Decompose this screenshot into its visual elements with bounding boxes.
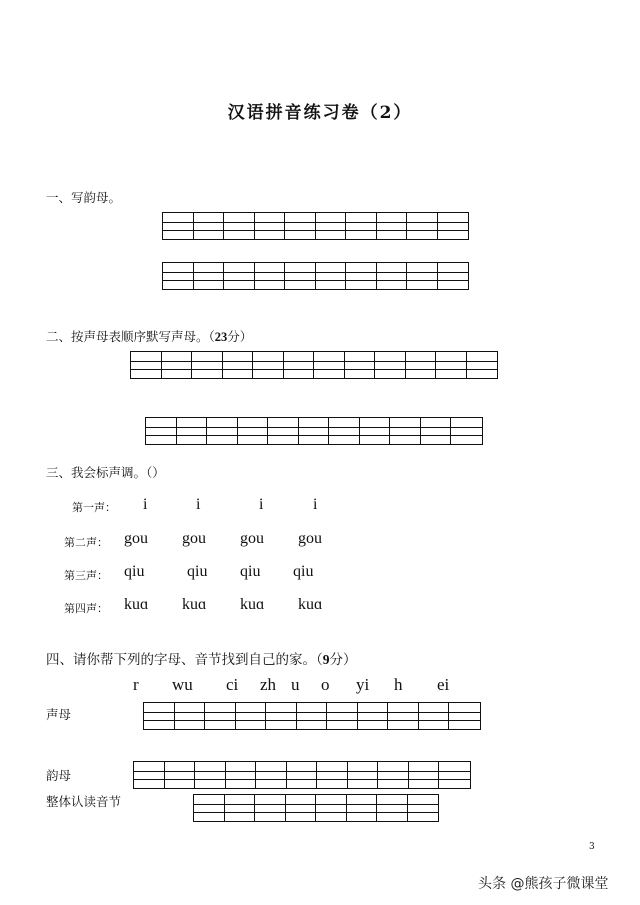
grid-cell[interactable] [407,213,438,239]
syllable: i [313,496,318,513]
grid-cell[interactable] [284,352,315,378]
section-4-points: 9 [322,652,330,667]
pinyin-item: wu [172,675,193,694]
pinyin-item: o [321,675,330,694]
grid-cell[interactable] [207,418,238,444]
grid-cell[interactable] [348,762,379,788]
grid-cell[interactable] [358,703,389,729]
grid-cell[interactable] [419,703,450,729]
syllable: gou [240,530,264,547]
grid-cell[interactable] [299,418,330,444]
pinyin-item: ei [437,675,450,694]
grid-cell[interactable] [390,418,421,444]
grid-cell[interactable] [329,418,360,444]
pinyin-item: ci [226,675,239,694]
grid-cell[interactable] [144,703,175,729]
section-1-heading: 一、写韵母。 [46,190,122,205]
tone-label: 第四声： [64,602,108,615]
grid-cell[interactable] [194,263,225,289]
grid-cell[interactable] [134,762,165,788]
grid-cell[interactable] [226,762,257,788]
grid-cell[interactable] [438,263,469,289]
grid-cell[interactable] [194,795,225,821]
section-2-label-end: 分） [227,329,253,344]
grid-cell[interactable] [255,795,286,821]
tone-label: 第二声： [64,536,108,549]
grid-cell[interactable] [163,263,194,289]
grid-cell[interactable] [236,703,267,729]
grid-cell[interactable] [286,795,317,821]
tone-label: 第三声： [64,569,108,582]
grid-cell[interactable] [360,418,391,444]
syllable: gou [182,530,206,547]
grid-cell[interactable] [146,418,177,444]
category-label-whole-syllables: 整体认读音节 [46,794,122,809]
writing-grid[interactable] [162,262,469,290]
grid-cell[interactable] [327,703,358,729]
grid-cell[interactable] [377,213,408,239]
grid-cell[interactable] [177,418,208,444]
grid-cell[interactable] [449,703,480,729]
grid-cell[interactable] [316,795,347,821]
syllable: qiu [124,563,145,580]
grid-cell[interactable] [205,703,236,729]
grid-cell[interactable] [377,263,408,289]
grid-cell[interactable] [436,352,467,378]
grid-cell[interactable] [377,795,408,821]
grid-cell[interactable] [317,762,348,788]
pinyin-item: u [291,675,300,694]
grid-cell[interactable] [194,213,225,239]
syllable: gou [124,530,148,547]
watermark: 头条 @熊孩子微课堂 [478,876,609,892]
syllable: i [259,496,264,513]
page-number: 3 [589,842,595,852]
grid-cell[interactable] [346,263,377,289]
grid-cell[interactable] [388,703,419,729]
grid-cell[interactable] [224,263,255,289]
syllable: i [196,496,201,513]
whole-syllables-grid[interactable] [193,794,439,822]
pinyin-item: yi [356,675,370,694]
category-label-finals: 韵母 [46,768,72,783]
grid-cell[interactable] [256,762,287,788]
grid-cell[interactable] [347,795,378,821]
grid-cell[interactable] [224,213,255,239]
grid-cell[interactable] [421,418,452,444]
grid-cell[interactable] [297,703,328,729]
grid-cell[interactable] [266,703,297,729]
grid-cell[interactable] [255,213,286,239]
section-3-heading: 三、我会标声调。（） [46,465,165,480]
grid-cell[interactable] [375,352,406,378]
grid-cell[interactable] [451,418,482,444]
writing-grid[interactable] [145,417,483,445]
writing-grid[interactable] [130,351,498,379]
pinyin-item: r [133,675,139,694]
grid-cell[interactable] [225,795,256,821]
page-title: 汉语拼音练习卷（2） [227,103,413,123]
syllable: gou [298,530,322,547]
syllable: qiu [187,563,208,580]
grid-cell[interactable] [406,352,437,378]
grid-cell[interactable] [408,795,439,821]
pinyin-item: h [394,675,403,694]
grid-cell[interactable] [285,263,316,289]
grid-cell[interactable] [316,213,347,239]
category-label-initials: 声母 [46,707,72,722]
pinyin-item: zh [260,675,277,694]
grid-cell[interactable] [163,213,194,239]
grid-cell[interactable] [255,263,286,289]
section-2-points: 23 [214,330,228,344]
grid-cell[interactable] [346,213,377,239]
section-2-label: 二、按声母表顺序默写声母。（ [46,329,215,344]
grid-cell[interactable] [192,352,223,378]
grid-cell[interactable] [409,762,440,788]
syllable: qiu [240,563,261,580]
tone-label: 第一声： [72,501,116,514]
syllable: kuɑ [124,596,149,613]
grid-cell[interactable] [175,703,206,729]
section-4-label: 四、请你帮下列的字母、音节找到自己的家。（ [46,652,323,668]
syllable: kuɑ [182,596,207,613]
grid-cell[interactable] [162,352,193,378]
grid-cell[interactable] [223,352,254,378]
grid-cell[interactable] [195,762,226,788]
section-2-heading [46,327,252,345]
syllable: i [143,496,148,513]
finals-grid[interactable] [133,761,471,789]
grid-cell[interactable] [345,352,376,378]
writing-grid[interactable] [162,212,469,240]
grid-cell[interactable] [438,213,469,239]
grid-cell[interactable] [268,418,299,444]
section-4-label-end: 分） [329,652,357,668]
grid-cell[interactable] [316,263,347,289]
grid-cell[interactable] [165,762,196,788]
grid-cell[interactable] [378,762,409,788]
section-4-heading [46,648,357,668]
grid-cell[interactable] [238,418,269,444]
grid-cell[interactable] [253,352,284,378]
grid-cell[interactable] [287,762,318,788]
syllable: qiu [293,563,314,580]
syllable: kuɑ [240,596,265,613]
syllable: kuɑ [298,596,323,613]
grid-cell[interactable] [439,762,470,788]
grid-cell[interactable] [131,352,162,378]
initials-grid[interactable] [143,702,481,730]
grid-cell[interactable] [314,352,345,378]
grid-cell[interactable] [285,213,316,239]
grid-cell[interactable] [407,263,438,289]
grid-cell[interactable] [467,352,498,378]
